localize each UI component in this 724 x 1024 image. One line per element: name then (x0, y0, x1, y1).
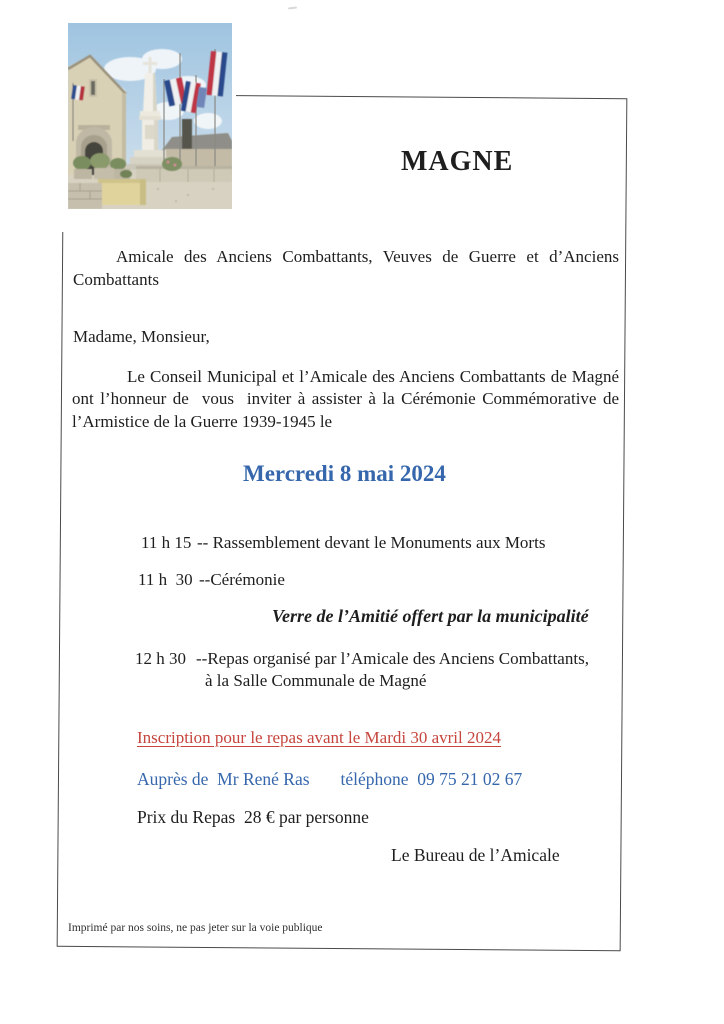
signature: Le Bureau de l’Amicale (391, 845, 560, 865)
schedule-desc: --Cérémonie (199, 570, 285, 589)
schedule-desc: -- Rassemblement devant le Monuments aux Morts (197, 533, 546, 552)
scan-artifact-speck (288, 7, 297, 10)
toast-note: Verre de l’Amitié offert par la municipalité (272, 606, 589, 626)
town-title: MAGNE (401, 146, 514, 177)
price-line: Prix du Repas 28 € par personne (137, 807, 369, 827)
association-line: Combattants (73, 270, 159, 289)
footer-note: Imprimé par nos soins, ne pas jeter sur la voie publique (68, 922, 323, 934)
invitation-line: ont l’honneur de vous inviter à assister à la Cérémonie Commémorative de (72, 389, 619, 409)
contact-name: Auprès de Mr René Ras (137, 769, 310, 789)
memorial-photo (60, 16, 236, 232)
french-flag-left (71, 85, 85, 101)
schedule-time: 11 h 15 (141, 533, 192, 552)
association-line: Amicale des Anciens Combattants, Veuves de Guerre et d’Anciens (116, 247, 619, 266)
salutation: Madame, Monsieur, (73, 327, 210, 346)
schedule-time: 11 h 30 (138, 570, 193, 589)
church-window (91, 81, 95, 95)
memorial-photo-illustration (68, 23, 232, 209)
stone-wall-illustration (136, 166, 232, 182)
registration-deadline: Inscription pour le repas avant le Mardi 30 avril 2024 (137, 728, 501, 747)
association-paragraph (73, 245, 619, 291)
schedule-desc-continuation: à la Salle Communale de Magné (205, 671, 427, 690)
invitation-line: l’Armistice de la Guerre 1939-1945 le (72, 411, 333, 431)
contact-line (137, 769, 522, 790)
invitation-paragraph (72, 366, 619, 433)
memorial-plaque (145, 125, 154, 139)
schedule-time: 12 h 30 (135, 649, 186, 668)
schedule-desc: --Repas organisé par l’Amicale des Anciens Combattants, (196, 649, 589, 668)
contact-phone: téléphone 09 75 21 02 67 (340, 769, 523, 789)
invitation-line: Le Conseil Municipal et l’Amicale des Anciens Combattants de Magné (127, 367, 619, 386)
event-date-heading: Mercredi 8 mai 2024 (243, 461, 446, 486)
